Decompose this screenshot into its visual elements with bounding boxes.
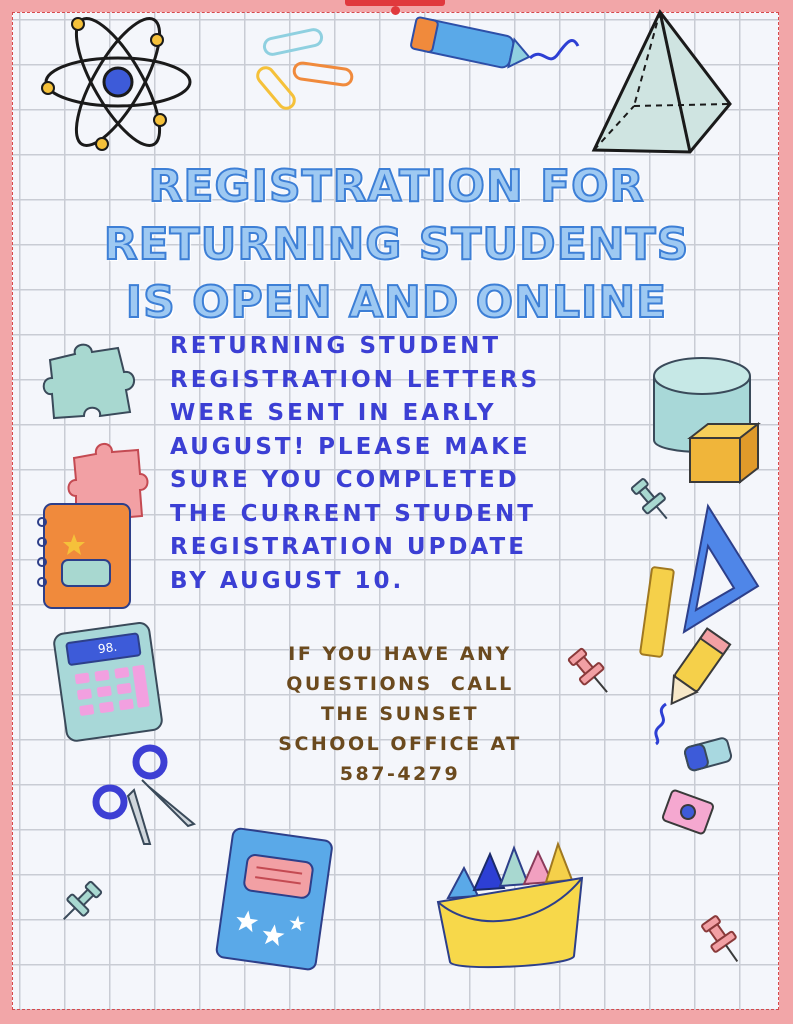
message-line-6: THE CURRENT STUDENT — [170, 500, 536, 527]
message-line-2: REGISTRATION LETTERS — [170, 366, 541, 393]
message-line-8: BY AUGUST 10. — [170, 567, 405, 594]
puzzle-piece-icon — [40, 340, 140, 420]
push-pin-icon — [52, 878, 108, 928]
calculator-display: 98. — [97, 639, 118, 657]
message-line-4: AUGUST! PLEASE MAKE — [170, 433, 531, 460]
message-line-7: REGISTRATION UPDATE — [170, 534, 527, 560]
atom-icon — [40, 12, 195, 152]
top-clip-dot — [391, 6, 400, 15]
contact-line-4: SCHOOL OFFICE AT — [278, 733, 522, 755]
pencil-icon — [648, 626, 738, 748]
eraser-icon — [682, 732, 736, 776]
cube-icon — [686, 420, 762, 486]
headline-line-3: IS OPEN AND ONLINE — [125, 277, 668, 328]
set-square-icon — [678, 502, 760, 637]
registration-message — [170, 330, 640, 598]
paperclip-icon — [248, 28, 358, 118]
headline — [40, 158, 753, 332]
message-line-5: SURE YOU COMPLETED — [170, 467, 520, 493]
contact-message — [220, 639, 580, 789]
push-pin-icon — [624, 476, 679, 526]
book-icon — [208, 826, 340, 976]
pen-icon — [408, 16, 583, 76]
sharpener-icon — [660, 786, 716, 838]
contact-line-1: IF YOU HAVE ANY — [288, 643, 512, 665]
headline-line-2: RETURNING STUDENTS — [103, 219, 690, 270]
message-line-3: WERE SENT IN EARLY — [170, 400, 497, 426]
pencil-case-icon — [434, 838, 586, 973]
contact-line-2: QUESTIONS CALL — [286, 673, 514, 695]
message-line-1: RETURNING STUDENT — [170, 333, 502, 359]
notebook-icon — [34, 498, 136, 613]
pyramid-icon — [590, 8, 735, 156]
scissors-icon — [90, 740, 200, 848]
contact-line-3: THE SUNSET — [320, 703, 480, 725]
headline-line-1: REGISTRATION FOR — [148, 161, 645, 212]
phone-number: 587-4279 — [339, 763, 461, 785]
push-pin-icon — [698, 912, 748, 970]
